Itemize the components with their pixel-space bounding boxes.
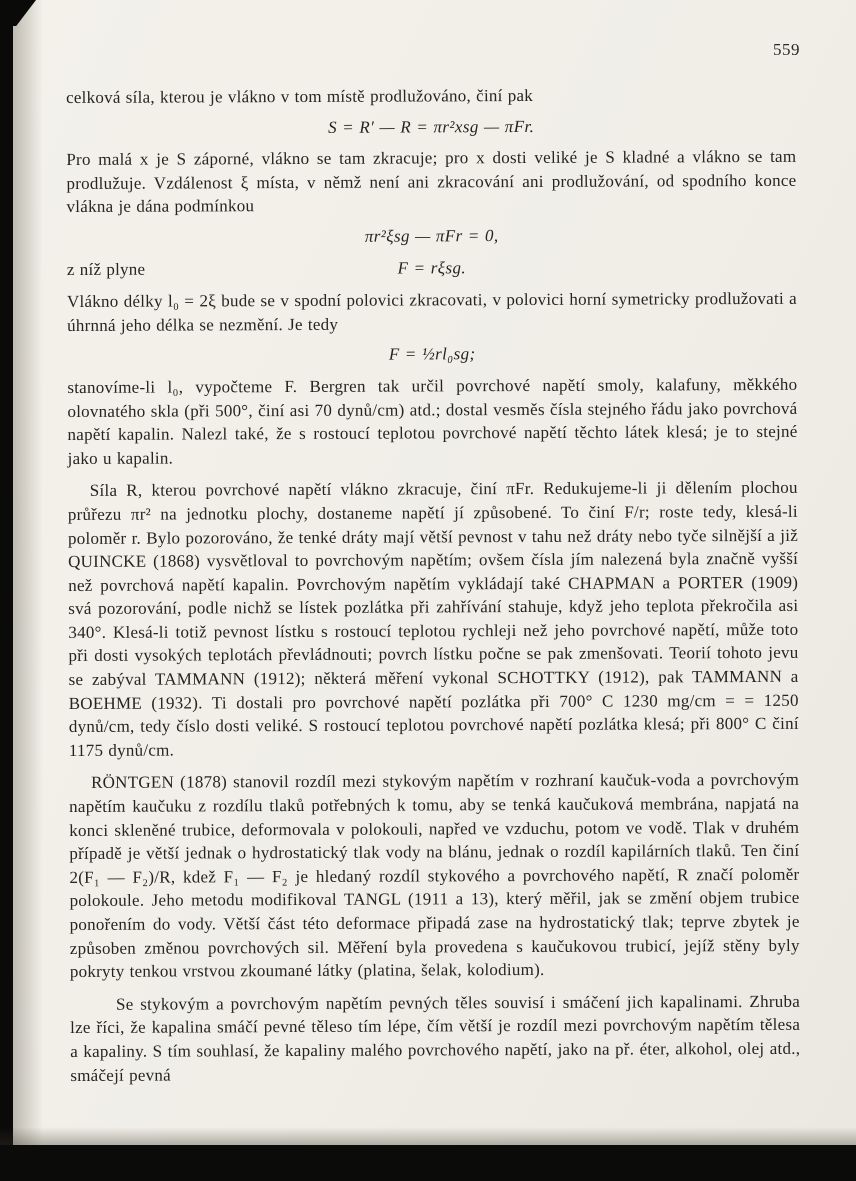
scan-bottom-edge xyxy=(0,1145,856,1181)
paragraph-2: Pro malá x je S záporné, vlákno se tam zkracuje; pro x dosti veliké je S kladné a vlákno se tam prodlužuje. Vzdálenost ξ místa, v němž není ani zkracování ani prodlužování, od spodního konce vlákna je dána podmínkou xyxy=(66,147,797,217)
formula-3: F = rξsg. xyxy=(397,257,467,278)
formula-4: F = ½rl₀sg; xyxy=(388,344,476,364)
formula-1: S = R′ — R = πr²xsg — πFr. xyxy=(328,116,535,137)
paragraph-7: Se stykovým a povrchovým napětím pevných těles souvisí i smáčení jich kapalinami. Zhruba lze říci, že kapalina smáčí pevné těleso tím lépe, čím větší je rozdíl mezi povrchovým napětím tělesa a kapaliny. S tím souhlasí, že kapaliny malého povrchového napětí, jako na př. éter, alkohol, olej atd., smáčejí pevná xyxy=(70,991,801,1085)
paragraph-3: Vlákno délky l₀ = 2ξ bude se v spodní polovici zkracovati, v polovici horní symetricky prodlužovati a úhrnná jeho délka se nezmění. Je tedy xyxy=(66,288,797,335)
paragraph-4: stanovíme-li l₀, vypočteme F. Bergren tak určil povrchové napětí smoly, kalafuny, měkkého olovnatého skla (při 500°, činí asi 70 dynů/cm) atd.; dostal vesměs čísla stejného řádu jako povrchová napětí kapalin. Nalezl také, že s rostoucí teplotou povrchové napětí těchto látek klesá; je to stejné jako u kapalin. xyxy=(67,374,798,468)
formula-3-label: z níž plyne xyxy=(66,259,146,279)
formula-2: πr²ξsg — πFr = 0, xyxy=(364,226,499,246)
paragraph-1: celková síla, kterou je vlákno v tom místě prodlužováno, činí pak xyxy=(66,85,534,107)
page-number: 559 xyxy=(773,40,800,59)
paragraph-6: RÖNTGEN (1878) stanovil rozdíl mezi stykovým napětím v rozhraní kaučuk-voda a povrchovým napětím kaučuku z rozdílu tlaků potřebných k tomu, aby se tenká kaučuková membrána, napjatá na konci skleněné trubice, deformovala v polokouli, napřed ve vzduchu, potom ve vodě. Tlak v druhém případě je větší jednak o hydrostatický tlak vody na blánu, jednak o rozdíl kapilárních tlaků. Ten činí 2(F₁ — F₂)/R, kdež F₁ — F₂ je hledaný rozdíl stykového a povrchového napětí, R značí poloměr polokoule. Jeho metodu modifikoval TANGL (1911 a 13), který měřil, jak se změní objem trubice ponořením do vody. Větší část této deformace připadá zase na hydrostatický tlak; teprve zbytek je způsoben změnou povrchových sil. Měření byla provedena s kaučukovou trubicí, jejíž stěny byly pokryty tenkou vrstvou zkoumané látky (platina, šelak, kolodium). xyxy=(69,770,800,982)
page-text-block xyxy=(66,83,800,1090)
paragraph-5: Síla R, kterou povrchové napětí vlákno zkracuje, činí πFr. Redukujeme-li ji dělením plochou průřezu πr² na jednotku plochy, dostaneme napětí jí způsobené. To činí F/r; roste tedy, klesá-li poloměr r. Bylo pozorováno, že tenké dráty mají větší pevnost v tahu než dráty nebo tyče silnější a již QUINCKE (1868) vysvětloval to povrchovým napětím; ovšem čísla jím nalezená byla značně vyšší než povrchová napětí kapalin. Povrchovým napětím vykládají také CHAPMAN a PORTER (1909) svá pozorování, podle nichž se lístek pozlátka při zahřívání stahuje, když jeho teplota překročila asi 340°. Klesá-li totiž pevnost lístku s rostoucí teplotou rychleji než jeho povrchové napětí, může toto při dosti vysokých teplotách převládnouti; povrch lístku počne se pak zmenšovati. Teorií tohoto jevu se zabýval TAMMANN (1912); některá měření vykonal SCHOTTKY (1912), pak TAMMANN a BOEHME (1932). Ti dostali pro povrchové napětí pozlátka při 700° C 1230 mg/cm = = 1250 dynů/cm, tedy číslo dosti veliké. S rostoucí teplotou povrchové napětí pozlátka klesá; při 800° C činí 1175 dynů/cm. xyxy=(67,478,799,760)
formula-3-row xyxy=(67,254,797,281)
scan-left-edge xyxy=(0,0,13,1181)
